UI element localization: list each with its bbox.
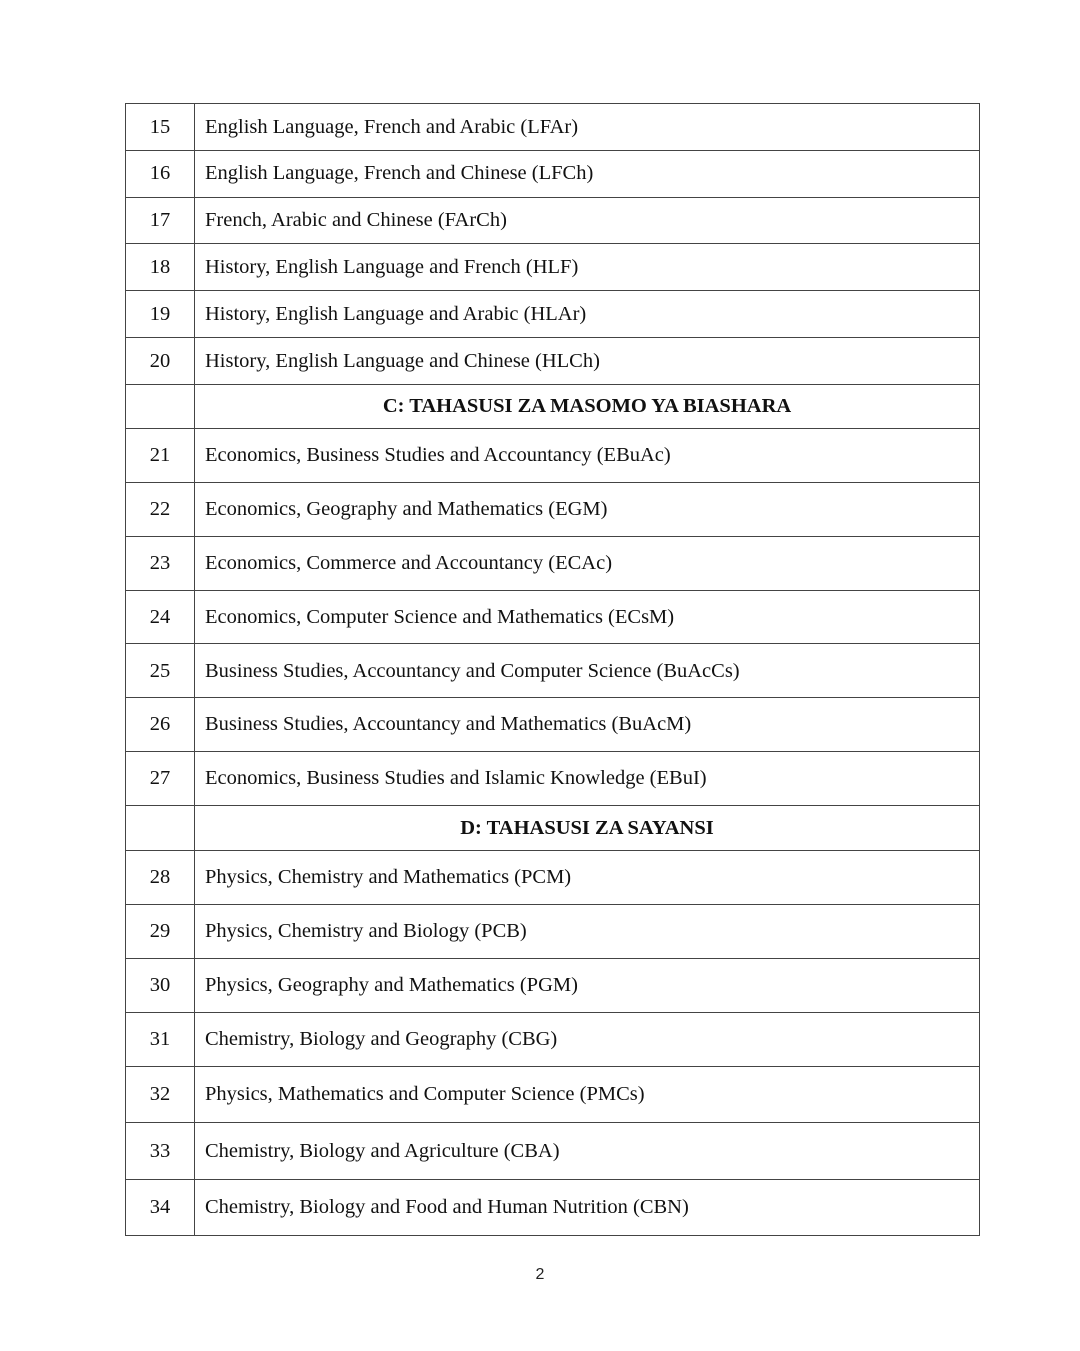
table-row	[126, 244, 980, 291]
table-row	[126, 483, 980, 537]
combination-name: History, English Language and Arabic (HLAr)	[195, 291, 980, 338]
row-number: 29	[126, 905, 195, 959]
row-number: 28	[126, 851, 195, 905]
table-row	[126, 905, 980, 959]
empty-number-cell	[126, 805, 195, 851]
section-heading-row	[126, 384, 980, 429]
row-number: 15	[126, 104, 195, 151]
combination-name: Chemistry, Biology and Food and Human Nutrition (CBN)	[195, 1179, 980, 1236]
table-row	[126, 429, 980, 483]
row-number: 27	[126, 752, 195, 806]
combination-name: Physics, Geography and Mathematics (PGM)	[195, 958, 980, 1012]
row-number: 21	[126, 429, 195, 483]
table-row	[126, 104, 980, 151]
combination-name: Chemistry, Biology and Geography (CBG)	[195, 1012, 980, 1066]
table-row	[126, 291, 980, 338]
combination-name: French, Arabic and Chinese (FArCh)	[195, 197, 980, 244]
page-number: 2	[535, 1266, 545, 1283]
section-d-heading: D: TAHASUSI ZA SAYANSI	[195, 805, 980, 851]
combinations-table	[125, 103, 980, 1236]
table-row	[126, 1123, 980, 1180]
table-row	[126, 752, 980, 806]
table-row	[126, 698, 980, 752]
combination-name: Business Studies, Accountancy and Computer Science (BuAcCs)	[195, 644, 980, 698]
table-row	[126, 1179, 980, 1236]
table-row	[126, 590, 980, 644]
table-row	[126, 1012, 980, 1066]
row-number: 23	[126, 536, 195, 590]
row-number: 30	[126, 958, 195, 1012]
row-number: 18	[126, 244, 195, 291]
row-number: 20	[126, 337, 195, 384]
row-number: 17	[126, 197, 195, 244]
row-number: 19	[126, 291, 195, 338]
table-row	[126, 337, 980, 384]
combination-name: Economics, Business Studies and Accountancy (EBuAc)	[195, 429, 980, 483]
row-number: 26	[126, 698, 195, 752]
combination-name: English Language, French and Arabic (LFAr)	[195, 104, 980, 151]
combination-name: Economics, Geography and Mathematics (EGM)	[195, 483, 980, 537]
combination-name: English Language, French and Chinese (LFCh)	[195, 150, 980, 197]
table-row	[126, 197, 980, 244]
table-row	[126, 536, 980, 590]
row-number: 25	[126, 644, 195, 698]
row-number: 16	[126, 150, 195, 197]
table-row	[126, 851, 980, 905]
row-number: 33	[126, 1123, 195, 1180]
combination-name: Physics, Mathematics and Computer Science (PMCs)	[195, 1066, 980, 1123]
row-number: 24	[126, 590, 195, 644]
combination-name: Physics, Chemistry and Biology (PCB)	[195, 905, 980, 959]
table-row	[126, 1066, 980, 1123]
combination-name: History, English Language and French (HLF)	[195, 244, 980, 291]
empty-number-cell	[126, 384, 195, 429]
table-row	[126, 958, 980, 1012]
combination-name: History, English Language and Chinese (HLCh)	[195, 337, 980, 384]
combination-name: Physics, Chemistry and Mathematics (PCM)	[195, 851, 980, 905]
section-heading-row	[126, 805, 980, 851]
combination-name: Economics, Business Studies and Islamic Knowledge (EBuI)	[195, 752, 980, 806]
row-number: 34	[126, 1179, 195, 1236]
table-row	[126, 644, 980, 698]
row-number: 22	[126, 483, 195, 537]
row-number: 32	[126, 1066, 195, 1123]
table-row	[126, 150, 980, 197]
section-c-heading: C: TAHASUSI ZA MASOMO YA BIASHARA	[195, 384, 980, 429]
combination-name: Economics, Computer Science and Mathematics (ECsM)	[195, 590, 980, 644]
row-number: 31	[126, 1012, 195, 1066]
combination-name: Economics, Commerce and Accountancy (ECAc)	[195, 536, 980, 590]
combination-name: Business Studies, Accountancy and Mathematics (BuAcM)	[195, 698, 980, 752]
combination-name: Chemistry, Biology and Agriculture (CBA)	[195, 1123, 980, 1180]
